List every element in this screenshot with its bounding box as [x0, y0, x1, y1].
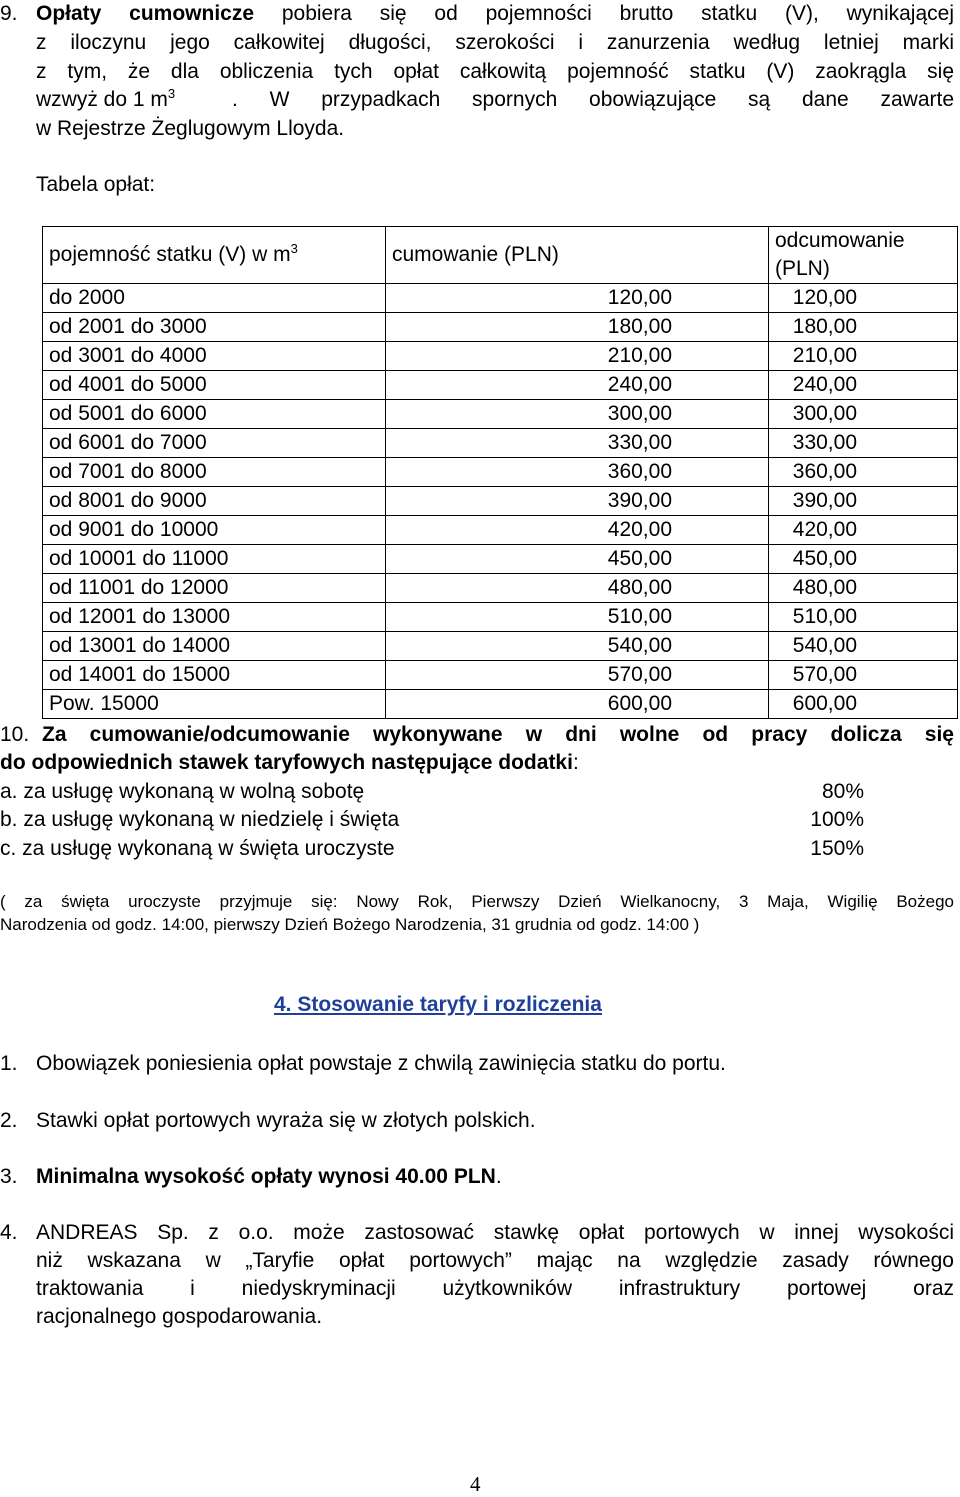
item-4-line-1: ANDREAS Sp. z o.o. może zastosować stawkę opłat portowych w innej wysokości [36, 1221, 954, 1244]
holiday-note-line-1: ( za święta uroczyste przyjmuje się: Nowy Rok, Pierwszy Dzień Wielkanocny, 3 Maja, Wigilię Bożego [0, 892, 954, 911]
section-9-line-4b: . W przypadkach spornych obowiązujące są dane zawarte [232, 88, 954, 111]
section-9-line-4a: wzwyż do 1 m [36, 88, 168, 111]
table-caption: Tabela opłat: [36, 173, 156, 196]
mooring-fee-cell: 330,00 [386, 429, 769, 458]
mooring-fee-cell: 240,00 [386, 371, 769, 400]
mooring-fee-cell: 570,00 [386, 661, 769, 690]
surcharge-b: b. za usługę wykonaną w niedzielę i święta 100% [0, 808, 864, 831]
section-9-line-1: pobiera się od pojemności brutto statku (V), wynikającej [254, 2, 954, 25]
unmooring-fee-cell: 540,00 [769, 632, 958, 661]
mooring-fee-cell: 360,00 [386, 458, 769, 487]
mooring-fee-cell: 180,00 [386, 313, 769, 342]
mooring-fee-cell: 390,00 [386, 487, 769, 516]
surcharge-c: c. za usługę wykonaną w święta uroczyste 150% [0, 837, 864, 860]
table-row [43, 429, 958, 458]
table-row [43, 603, 958, 632]
unmooring-fee-cell: 120,00 [769, 284, 958, 313]
table-row [43, 516, 958, 545]
section-9-number: 9. [0, 2, 18, 25]
table-row [43, 487, 958, 516]
table-row [43, 313, 958, 342]
table-row [43, 661, 958, 690]
fee-table-body [43, 284, 958, 719]
mooring-fee-cell: 480,00 [386, 574, 769, 603]
capacity-cell: od 11001 do 12000 [43, 574, 386, 603]
section-10-bold-line-1: Za cumowanie/odcumowanie wykonywane w dni wolne od pracy dolicza się [42, 723, 954, 746]
mooring-fee-cell: 120,00 [386, 284, 769, 313]
unmooring-fee-cell: 390,00 [769, 487, 958, 516]
unmooring-fee-cell: 180,00 [769, 313, 958, 342]
item-4-line-4: racjonalnego gospodarowania. [36, 1305, 323, 1328]
table-row [43, 632, 958, 661]
unmooring-fee-cell: 510,00 [769, 603, 958, 632]
item-4-line-2: niż wskazana w „Taryfie opłat portowych” mając na względzie zasady równego [36, 1249, 954, 1272]
section-9-line-5: w Rejestrze Żeglugowym Lloyda. [36, 117, 345, 140]
mooring-fee-cell: 420,00 [386, 516, 769, 545]
capacity-cell: od 10001 do 11000 [43, 545, 386, 574]
unmooring-fee-cell: 600,00 [769, 690, 958, 719]
header-mooring: cumowanie (PLN) [386, 227, 769, 284]
item-4-line-3: traktowania i niedyskryminacji użytkowników infrastruktury portowej oraz [36, 1277, 954, 1300]
fee-table [42, 226, 958, 719]
table-row [43, 574, 958, 603]
table-header-row [43, 227, 958, 284]
chapter-4-heading: 4. Stosowanie taryfy i rozliczenia [274, 993, 602, 1016]
item-2-number: 2. [0, 1109, 18, 1132]
table-row [43, 458, 958, 487]
mooring-fee-cell: 600,00 [386, 690, 769, 719]
capacity-cell: od 13001 do 14000 [43, 632, 386, 661]
mooring-fee-cell: 510,00 [386, 603, 769, 632]
section-10-number: 10. [0, 723, 30, 746]
surcharge-a: a. za usługę wykonaną w wolną sobotę 80% [0, 780, 864, 803]
mooring-fee-cell: 210,00 [386, 342, 769, 371]
item-1-text: Obowiązek poniesienia opłat powstaje z chwilą zawinięcia statku do portu. [36, 1052, 726, 1075]
unmooring-fee-cell: 480,00 [769, 574, 958, 603]
item-3-text: Minimalna wysokość opłaty wynosi 40.00 PLN [36, 1165, 496, 1188]
unmooring-fee-cell: 570,00 [769, 661, 958, 690]
unmooring-fee-cell: 210,00 [769, 342, 958, 371]
table-row [43, 545, 958, 574]
header-unmooring: odcumowanie (PLN) [769, 227, 958, 284]
section-10-bold-line-2: do odpowiednich stawek taryfowych następujące dodatki [0, 751, 573, 774]
item-3-number: 3. [0, 1165, 18, 1188]
table-row [43, 342, 958, 371]
section-9-line-2: z iloczynu jego całkowitej długości, szerokości i zanurzenia według letniej marki [36, 31, 954, 54]
item-4-number: 4. [0, 1221, 18, 1244]
capacity-cell: od 3001 do 4000 [43, 342, 386, 371]
mooring-fee-cell: 300,00 [386, 400, 769, 429]
table-row [43, 400, 958, 429]
capacity-cell: od 12001 do 13000 [43, 603, 386, 632]
capacity-cell: od 14001 do 15000 [43, 661, 386, 690]
table-row [43, 284, 958, 313]
unmooring-fee-cell: 420,00 [769, 516, 958, 545]
capacity-cell: Pow. 15000 [43, 690, 386, 719]
capacity-cell: od 6001 do 7000 [43, 429, 386, 458]
unmooring-fee-cell: 450,00 [769, 545, 958, 574]
table-row [43, 371, 958, 400]
capacity-cell: od 2001 do 3000 [43, 313, 386, 342]
header-capacity: pojemność statku (V) w $m^3$ [43, 227, 386, 284]
capacity-cell: od 8001 do 9000 [43, 487, 386, 516]
capacity-cell: od 4001 do 5000 [43, 371, 386, 400]
item-2-text: Stawki opłat portowych wyraża się w złotych polskich. [36, 1109, 536, 1132]
table-row [43, 690, 958, 719]
item-1-number: 1. [0, 1052, 18, 1075]
page-number: 4 [470, 1472, 481, 1496]
capacity-cell: do 2000 [43, 284, 386, 313]
unmooring-fee-cell: 330,00 [769, 429, 958, 458]
holiday-note-line-2: Narodzenia od godz. 14:00, pierwszy Dzień Bożego Narodzenia, 31 grudnia od godz. 14:00 ) [0, 915, 700, 934]
unmooring-fee-cell: 360,00 [769, 458, 958, 487]
unmooring-fee-cell: 300,00 [769, 400, 958, 429]
capacity-cell: od 7001 do 8000 [43, 458, 386, 487]
section-9-line-3: z tym, że dla obliczenia tych opłat całkowitą pojemność statku (V) zaokrągla się [36, 60, 954, 83]
capacity-cell: od 9001 do 10000 [43, 516, 386, 545]
mooring-fee-cell: 450,00 [386, 545, 769, 574]
unmooring-fee-cell: 240,00 [769, 371, 958, 400]
superscript-3: 3 [167, 86, 176, 101]
section-9-bold-lead: Opłaty cumownicze [36, 2, 255, 25]
mooring-fee-cell: 540,00 [386, 632, 769, 661]
capacity-cell: od 5001 do 6000 [43, 400, 386, 429]
